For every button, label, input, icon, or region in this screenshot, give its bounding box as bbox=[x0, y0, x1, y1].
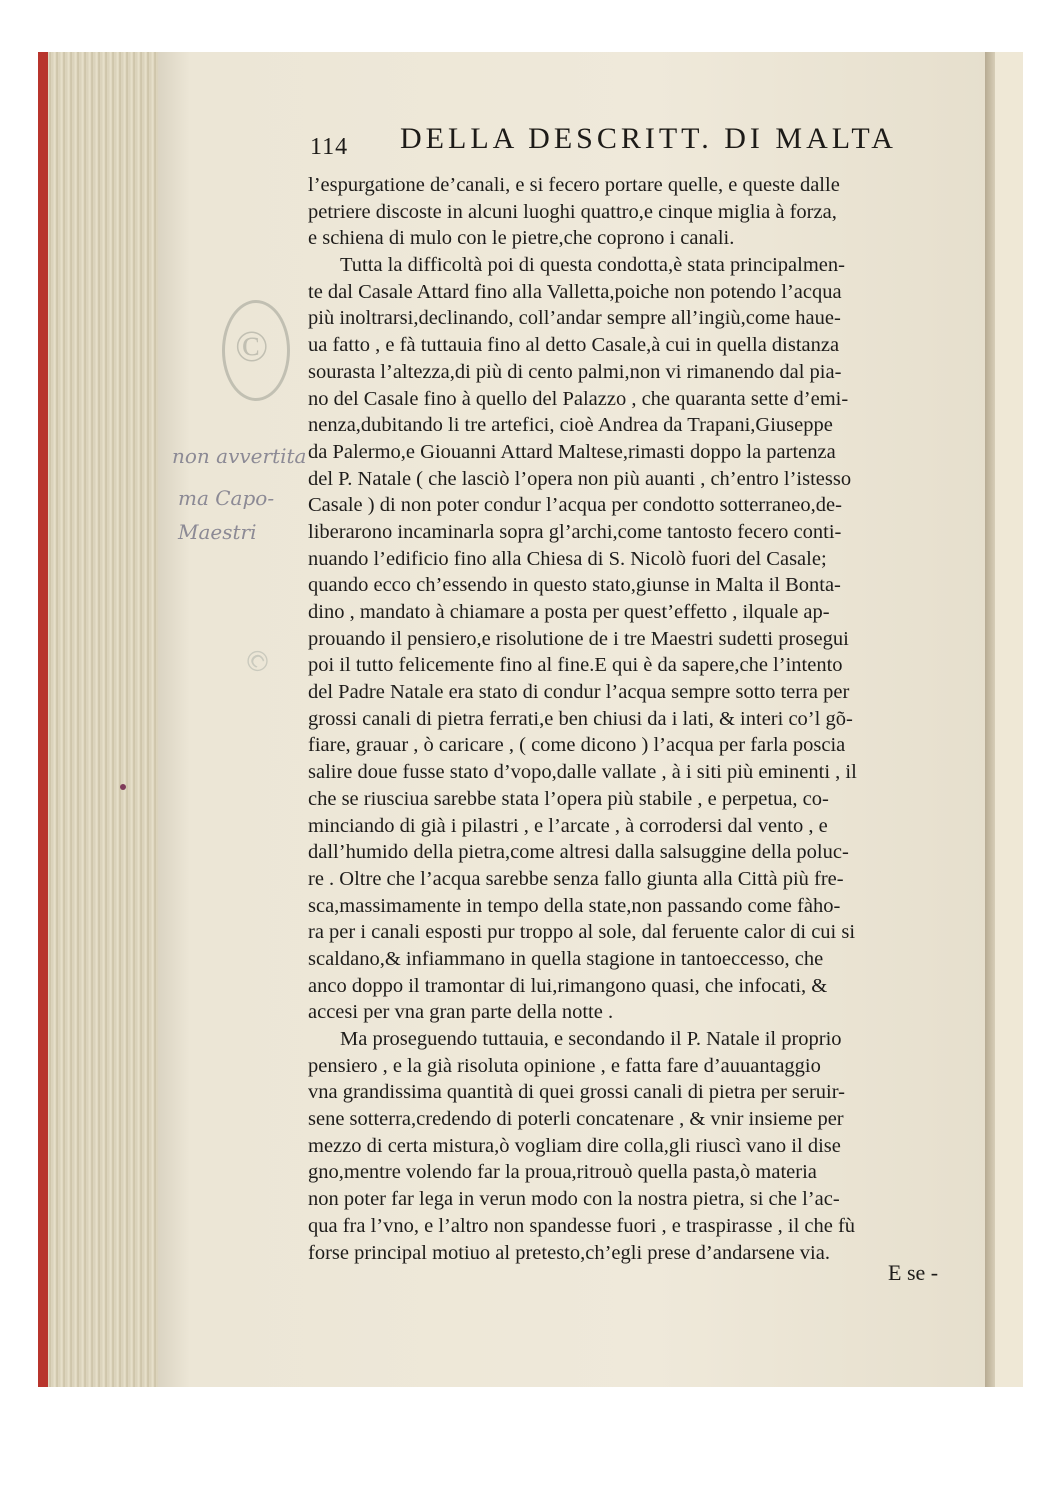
text-line: mezzo di certa mistura,ò vogliam dire colla,gli riuscì vano il dise bbox=[308, 1134, 841, 1157]
text-line: poi il tutto felicemente fino al fine.E qui è da sapere,che l’intento bbox=[308, 654, 843, 677]
margin-note-3: Maestri bbox=[178, 520, 257, 544]
running-title: DELLA DESCRITT. DI MALTA bbox=[400, 122, 897, 155]
catchword: E se - bbox=[888, 1260, 939, 1285]
text-line: quando ecco ch’essendo in questo stato,giunse in Malta il Bonta- bbox=[308, 574, 841, 597]
text-line: dall’humido della pietra,come altresi dalla salsuggine della poluc- bbox=[308, 841, 849, 864]
ink-spot bbox=[120, 784, 126, 790]
text-line: re . Oltre che l’acqua sarebbe senza fallo giunta alla Città più fre- bbox=[308, 867, 844, 890]
text-line: salire doue fusse stato d’vopo,dalle vallate , à i siti più eminenti , il bbox=[308, 761, 857, 784]
text-line: anco doppo il tramontar di lui,rimangono quasi, che infocati, & bbox=[308, 974, 828, 997]
page-edges-left bbox=[38, 52, 158, 1387]
body-text bbox=[308, 172, 958, 1266]
margin-note-2: ma Capo- bbox=[178, 486, 275, 510]
text-line: fiare, grauar , ò caricare , ( come dicono ) l’acqua per farla poscia bbox=[308, 734, 846, 757]
text-line: petriere discoste in alcuni luoghi quattro,e cinque miglia à forza, bbox=[308, 200, 837, 223]
text-line: grossi canali di pietra ferrati,e ben chiusi da i lati, & interi co’l gõ- bbox=[308, 707, 853, 730]
diagonal-watermark: © bbox=[235, 640, 283, 688]
text-line: nuando l’edificio fino alla Chiesa di S. Nicolò fuori del Casale; bbox=[308, 547, 827, 570]
text-line: da Palermo,e Giouanni Attard Maltese,rimasti doppo la partenza bbox=[308, 440, 836, 463]
text-line: del P. Natale ( che lasciò l’opera non più auanti , ch’entro l’istesso bbox=[308, 467, 852, 490]
text-line: Ma proseguendo tuttauia, e secondando il P. Natale il proprio bbox=[340, 1028, 842, 1050]
text-line: sca,massimamente in tempo della state,non passando come fàho- bbox=[308, 894, 841, 917]
text-line: e schiena di mulo con le pietre,che coprono i canali. bbox=[308, 227, 735, 250]
text-line: liberarono incaminarla sopra gl’archi,come tantosto fecero conti- bbox=[308, 520, 842, 543]
library-stamp-icon bbox=[222, 300, 290, 401]
text-line: dino , mandato à chiamare a posta per quest’effetto , ilquale ap- bbox=[308, 601, 830, 623]
text-line: non poter far lega in verun modo con la nostra pietra, si che l’ac- bbox=[308, 1188, 840, 1211]
text-line: sourasta l’altezza,di più di cento palmi,non vi rimanendo dal pia- bbox=[308, 360, 842, 383]
text-line: pensiero , e la già risoluta opinione , e fatta fare d’auuantaggio bbox=[308, 1054, 821, 1077]
text-line: più inoltrarsi,declinando, coll’andar sempre all’ingiù,come haue- bbox=[308, 307, 841, 330]
text-line: vna grandissima quantità di quei grossi canali di pietra per seruir- bbox=[308, 1081, 845, 1104]
margin-note-1: non avvertita bbox=[172, 444, 307, 468]
text-line: qua fra l’vno, e l’altro non spandesse fuori , e traspirasse , il che fù bbox=[308, 1214, 856, 1237]
facing-page-strip bbox=[995, 52, 1023, 1387]
book-cover-edge bbox=[38, 52, 48, 1387]
text-line: l’espurgatione de’canali, e si fecero portare quelle, e queste dalle bbox=[308, 174, 840, 196]
text-line: accesi per vna gran parte della notte . bbox=[308, 1001, 614, 1024]
text-line: no del Casale fino à quello del Palazzo , che quaranta sette d’emi- bbox=[308, 387, 849, 410]
text-line: te dal Casale Attard fino alla Valletta,poiche non potendo l’acqua bbox=[308, 280, 842, 303]
text-line: Casale ) di non poter condur l’acqua per condotto sotterraneo,de- bbox=[308, 494, 842, 517]
page-header bbox=[310, 118, 970, 162]
page-number: 114 bbox=[310, 134, 349, 160]
text-line: ua fatto , e fà tuttauia fino al detto Casale,à cui in quella distanza bbox=[308, 334, 840, 357]
text-line: prouando il pensiero,e risolutione de i tre Maestri sudetti prosegui bbox=[308, 627, 849, 650]
text-line: sene sotterra,credendo di poterli concatenare , & vnir insieme per bbox=[308, 1108, 844, 1131]
text-line: del Padre Natale era stato di condur l’acqua sempre sotto terra per bbox=[308, 681, 850, 704]
text-line: gno,mentre volendo far la proua,ritrouò quella pasta,ò materia bbox=[308, 1161, 817, 1184]
text-line: scaldano,& infiammano in quella stagione in tantoeccesso, che bbox=[308, 947, 824, 970]
text-line: che se riusciua sarebbe stata l’opera più stabile , e perpetua, co- bbox=[308, 787, 829, 810]
text-line: forse principal motiuo al pretesto,ch’egli prese d’andarsene via. bbox=[308, 1241, 830, 1264]
text-line: nenza,dubitando li tre artefici, cioè Andrea da Trapani,Giuseppe bbox=[308, 414, 833, 437]
text-line: minciando di già i pilastri , e l’arcate , à corrodersi dal vento , e bbox=[308, 814, 828, 837]
text-line: Tutta la difficoltà poi di questa condotta,è stata principalmen- bbox=[340, 254, 845, 277]
text-line: ra per i canali esposti pur troppo al sole, dal feruente calor di cui si bbox=[308, 921, 856, 944]
